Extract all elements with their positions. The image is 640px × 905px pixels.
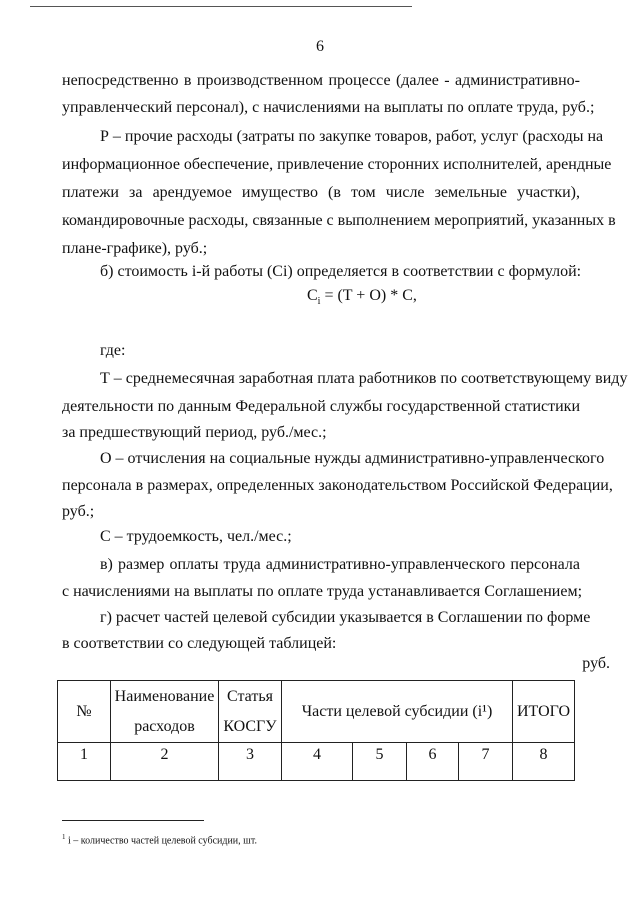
- text-line: за предшествующий период, руб./мес.;: [62, 424, 327, 441]
- table-row: [58, 743, 575, 781]
- table-cell: 3: [219, 743, 282, 781]
- text-line: г) расчет частей целевой субсидии указывается в Соглашении по форме: [100, 609, 591, 626]
- table-cell: 7: [459, 743, 513, 781]
- table-cell: 6: [407, 743, 459, 781]
- header-kosgu: Статья КОСГУ: [219, 681, 282, 743]
- text-line: управленческий персонал), с начислениями на выплаты по оплате труда, руб.;: [62, 99, 595, 116]
- text-line: б) стоимость i-й работы (Ci) определяется в соответствии с формулой:: [100, 263, 582, 280]
- currency-unit: руб.: [582, 655, 610, 672]
- table-cell: 1: [58, 743, 111, 781]
- header-subsidy-parts: Части целевой субсидии (i¹): [282, 681, 513, 743]
- text-line: с начислениями на выплаты по оплате труда устанавливается Соглашением;: [62, 583, 583, 600]
- table-cell: 4: [282, 743, 353, 781]
- header-num: №: [58, 681, 111, 743]
- table-cell: 5: [353, 743, 407, 781]
- footnote-rule: [62, 820, 204, 821]
- subsidy-table: [57, 680, 575, 781]
- top-rule: [30, 6, 412, 7]
- table-cell: 2: [111, 743, 219, 781]
- text-line: в) размер оплаты труда административно-управленческого персонала: [100, 556, 580, 573]
- page-number: 6: [316, 38, 324, 55]
- text-line: О – отчисления на социальные нужды административно-управленческого: [100, 450, 605, 467]
- text-line: непосредственно в производственном процессе (далее - административно-: [62, 72, 580, 89]
- text-line: С – трудоемкость, чел./мес.;: [100, 528, 292, 545]
- footnote: $^1$ i – количество частей целевой субсидии, шт.: [62, 833, 257, 847]
- text-line: персонала в размерах, определенных законодательством Российской Федерации,: [62, 477, 613, 494]
- table-header-row: [58, 681, 575, 743]
- text-line: плане-графике), руб.;: [62, 240, 208, 257]
- text-line: в соответствии со следующей таблицей:: [62, 635, 337, 652]
- table-cell: 8: [513, 743, 575, 781]
- text-line: деятельности по данным Федеральной службы государственной статистики: [62, 398, 580, 415]
- formula: $C_i = (T + O) * C$,: [307, 287, 417, 308]
- text-line: командировочные расходы, связанные с выполнением мероприятий, указанных в: [62, 212, 616, 229]
- header-expense-name: Наименование расходов: [111, 681, 219, 743]
- text-line: руб.;: [62, 503, 95, 520]
- text-line: Р – прочие расходы (затраты по закупке товаров, работ, услуг (расходы на: [100, 128, 604, 145]
- text-line: информационное обеспечение, привлечение сторонних исполнителей, арендные: [62, 156, 612, 173]
- header-total: ИТОГО: [513, 681, 575, 743]
- text-line: где:: [100, 342, 126, 359]
- text-line: платежи за арендуемое имущество (в том числе земельные участки),: [62, 184, 580, 201]
- text-line: Т – среднемесячная заработная плата работников по соответствующему виду: [100, 370, 628, 387]
